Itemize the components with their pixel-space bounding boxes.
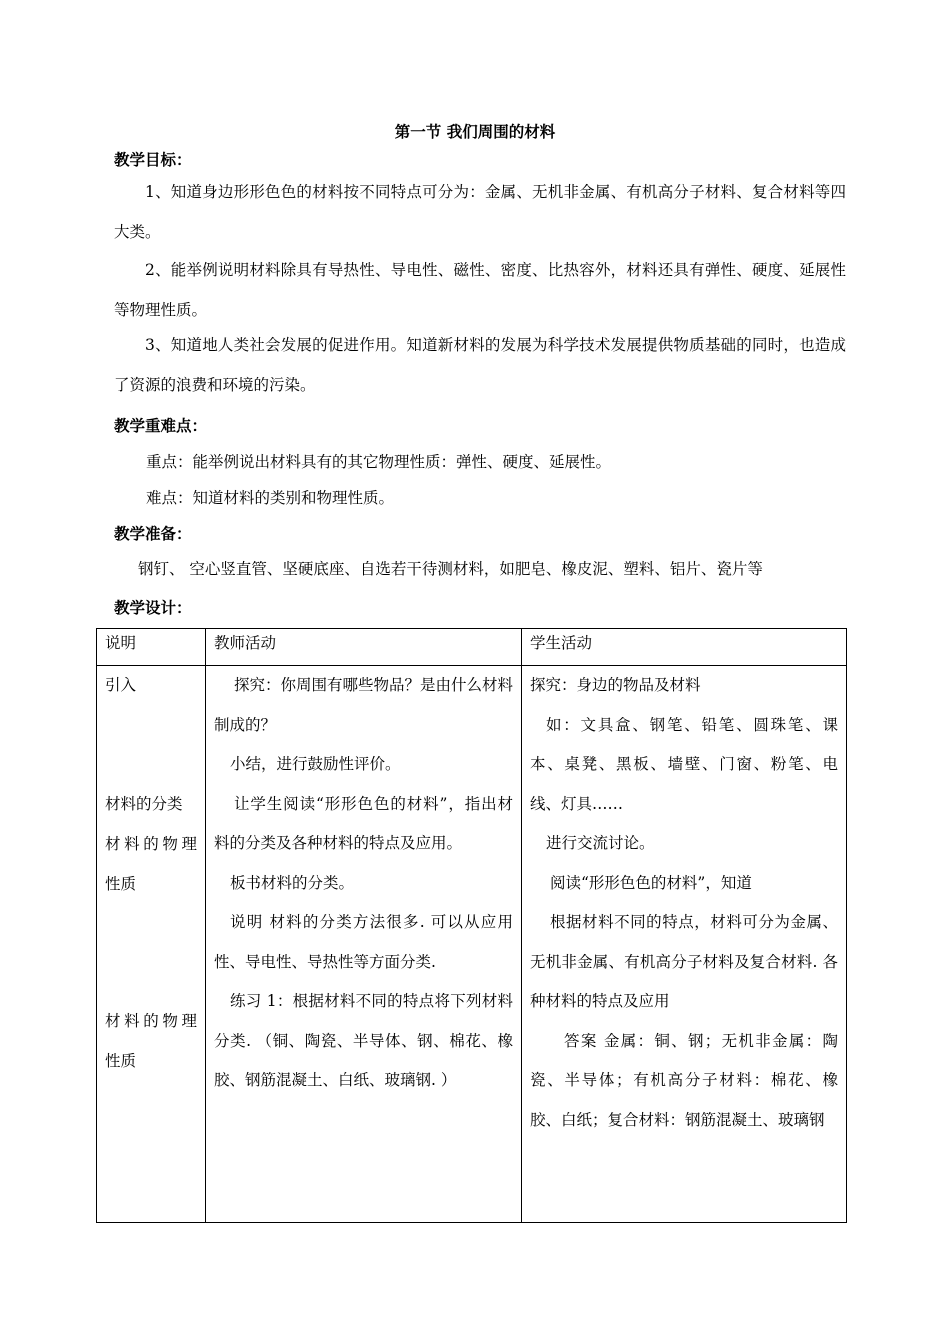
student-activity-item: 答案 金属：铜、钢；无机非金属：陶瓷、半导体；有机高分子材料：棉花、橡胶、白纸；复合材料：钢筋混凝土、玻璃钢 xyxy=(530,1031,838,1129)
teacher-activity-item: 小结，进行鼓励性评价。 xyxy=(230,755,401,773)
teacher-activity-item: 探究：你周围有哪些物品？是由什么材料制成的？ xyxy=(214,676,514,734)
notes-cell xyxy=(97,666,206,1223)
teacher-activity-item: 板书材料的分类。 xyxy=(230,873,355,892)
teaching-design-table xyxy=(96,628,847,1223)
difficult-point-text: 难点：知道材料的类别和物理性质。 xyxy=(146,489,395,507)
student-activity-item: 进行交流讨论。 xyxy=(546,834,655,852)
page-title: 第一节 我们周围的材料 xyxy=(394,122,556,141)
student-activity-item: 根据材料不同的特点，材料可分为金属、无机非金属、有机高分子材料及复合材料. 各种材料的特点及应用 xyxy=(530,913,838,1010)
teacher-activity-item: 说明 材料的分类方法很多. 可以从应用性、导电性、导热性等方面分类. xyxy=(214,913,513,971)
note-intro: 引入 xyxy=(105,676,137,694)
objectives-heading: 教学目标： xyxy=(114,150,192,169)
objective-item-2: 2、能举例说明材料除具有导热性、导电性、磁性、密度、比热容外，材料还具有弹性、硬度、延展性等物理性质。 xyxy=(114,261,846,319)
note-physical-1: 材料的物理性质 xyxy=(105,835,197,893)
column-header-teacher: 教师活动 xyxy=(206,629,522,666)
student-activity-item: 如：文具盒、钢笔、铅笔、圆珠笔、课本、桌凳、黑板、墙壁、门窗、粉笔、电线、灯具…… xyxy=(530,715,838,813)
student-activity-item: 阅读“形形色色的材料”，知道 xyxy=(550,873,752,892)
design-heading: 教学设计： xyxy=(114,598,192,617)
preparation-text: 钢钉、 空心竖直管、坚硬底座、自选若干待测材料，如肥皂、橡皮泥、塑料、铝片、瓷片等 xyxy=(138,560,763,578)
table-header-row xyxy=(97,629,847,666)
student-activity-item: 探究：身边的物品及材料 xyxy=(530,676,701,694)
column-header-notes: 说明 xyxy=(97,629,206,666)
preparation-heading: 教学准备： xyxy=(114,524,192,543)
teacher-activity-cell xyxy=(206,666,522,1223)
student-activity-cell xyxy=(522,666,847,1223)
table-row xyxy=(97,666,847,1223)
objective-item-3: 3、知道地人类社会发展的促进作用。知道新材料的发展为科学技术发展提供物质基础的同时，也造成了资源的浪费和环境的污染。 xyxy=(114,336,846,394)
note-classification: 材料的分类 xyxy=(105,794,183,813)
column-header-student: 学生活动 xyxy=(522,629,847,666)
objective-item-1: 1、知道身边形形色色的材料按不同特点可分为：金属、无机非金属、有机高分子材料、复合材料等四大类。 xyxy=(114,183,846,241)
teacher-activity-item: 让学生阅读“形形色色的材料”，指出材料的分类及各种材料的特点及应用。 xyxy=(214,794,513,852)
key-points-heading: 教学重难点： xyxy=(114,416,208,435)
note-physical-2: 材料的物理性质 xyxy=(105,1012,197,1070)
key-point-text: 重点：能举例说出材料具有的其它物理性质：弹性、硬度、延展性。 xyxy=(146,453,612,471)
teacher-activity-item: 练习 1：根据材料不同的特点将下列材料分类. （铜、陶瓷、半导体、钢、棉花、橡胶、钢筋混凝土、白纸、玻璃钢. ） xyxy=(214,992,513,1089)
